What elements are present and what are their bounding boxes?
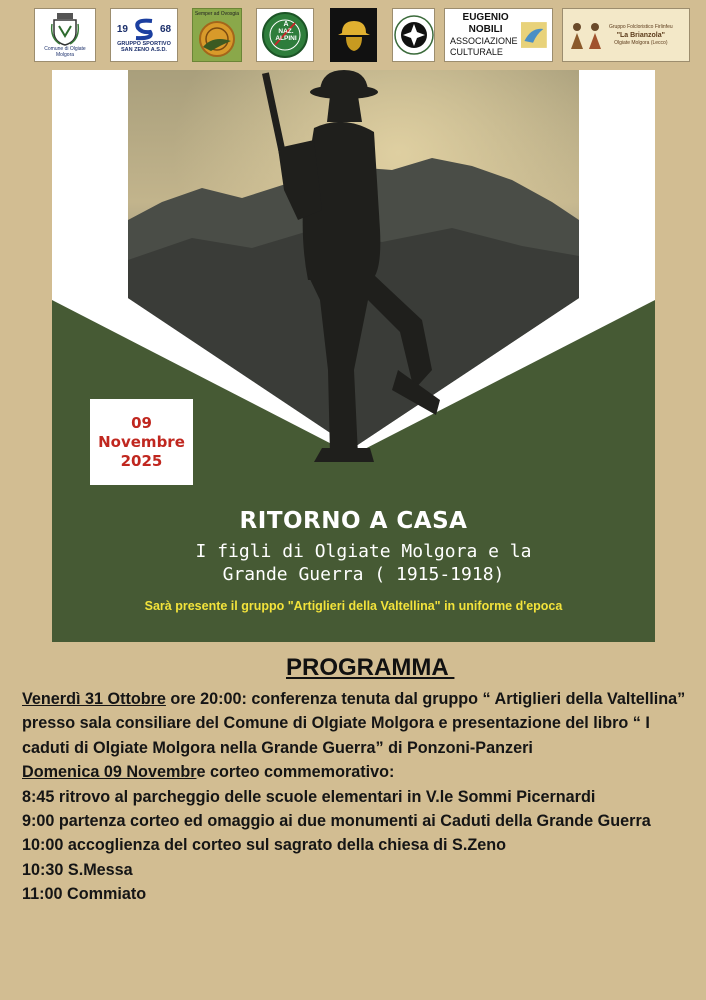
sport-year-right: 68 bbox=[160, 23, 172, 35]
nobili-logo bbox=[444, 8, 553, 62]
subtitle-line2: Grande Guerra ( 1915-1918) bbox=[222, 564, 505, 585]
program-title: PROGRAMMA bbox=[286, 654, 455, 681]
comune-caption: Comune di Olgiate Molgora bbox=[44, 46, 86, 58]
sport-logo bbox=[110, 8, 178, 62]
event-poster bbox=[52, 70, 655, 642]
nobili-name: EUGENIO NOBILI bbox=[462, 12, 509, 35]
poster-note: Sarà presente il gruppo "Artiglieri della Valtellina" in uniforme d'epoca bbox=[144, 599, 563, 613]
date-year: 2025 bbox=[120, 451, 163, 470]
helmet-logo bbox=[330, 8, 377, 62]
program-item: 10:30 S.Messa bbox=[22, 860, 133, 879]
sponsor-logos bbox=[0, 0, 706, 70]
program-day2 bbox=[22, 760, 698, 784]
sport-year-left: 19 bbox=[116, 23, 128, 35]
folk-line2: "La Brianzola" bbox=[616, 31, 665, 39]
sport-sub: SAN ZENO A.S.D. bbox=[121, 47, 167, 53]
alpini-naz: NAZ. bbox=[278, 28, 294, 35]
alpini-word: ALPINI bbox=[275, 35, 297, 42]
poster-subtitle bbox=[52, 540, 655, 586]
program-item: 8:45 ritrovo al parcheggio delle scuole elementari in V.le Sommi Picernardi bbox=[22, 787, 596, 806]
program-item: 11:00 Commiato bbox=[22, 885, 147, 904]
comune-logo bbox=[34, 8, 96, 62]
artiglieri-logo bbox=[392, 8, 435, 62]
subtitle-line1: I figli di Olgiate Molgora e la bbox=[195, 541, 532, 562]
folk-group-logo bbox=[562, 8, 690, 62]
date-day: 09 bbox=[131, 413, 152, 432]
program-item: 9:00 partenza corteo ed omaggio ai due monumenti ai Caduti della Grande Guerra bbox=[22, 812, 651, 831]
day1-label: Venerdì 31 Ottobre bbox=[22, 690, 166, 708]
folk-line3: Olgiate Molgora (Lecco) bbox=[614, 39, 668, 46]
day2-label: Domenica 09 Novembr bbox=[22, 763, 197, 782]
artillery-badge-icon bbox=[394, 11, 434, 59]
sport-name: GRUPPO SPORTIVO bbox=[117, 41, 171, 47]
day1-text: ore 20:00: conferenza tenuta dal gruppo “ Artiglieri della Valtellina” presso sala consiliare del Comune di Olgiate Molgora e presentazione del libro “ I caduti di Olgiate Molgora nella Grande Guerra” di Ponzoni-Panzeri bbox=[22, 690, 686, 757]
day2-text: e corteo commemorativo: bbox=[196, 763, 395, 782]
event-date-box bbox=[90, 399, 193, 485]
date-month: Novembre bbox=[98, 432, 185, 451]
hunters-caption: Semper ad Ovosgia bbox=[194, 11, 240, 17]
folk-dancers-icon bbox=[567, 19, 607, 51]
hunters-logo bbox=[192, 8, 242, 62]
target-bird-icon bbox=[197, 19, 237, 59]
folk-line1: Gruppo Folcloristico Firlinfeu bbox=[609, 23, 673, 30]
s-emblem-icon bbox=[130, 17, 158, 41]
nobili-line2: CULTURALE bbox=[450, 47, 503, 57]
program-item: 10:00 accoglienza del corteo sul sagrato della chiesa di S.Zeno bbox=[22, 836, 506, 855]
alpini-a: A bbox=[283, 21, 289, 28]
program-day1 bbox=[22, 687, 698, 760]
poster-title: RITORNO A CASA bbox=[239, 508, 468, 534]
alpini-logo bbox=[256, 8, 314, 62]
nobili-line1: ASSOCIAZIONE bbox=[450, 36, 518, 46]
bird-emblem-icon bbox=[521, 20, 547, 50]
program-body bbox=[22, 687, 698, 907]
soldier-helmet-icon bbox=[336, 15, 372, 55]
coat-of-arms-icon bbox=[50, 12, 80, 46]
